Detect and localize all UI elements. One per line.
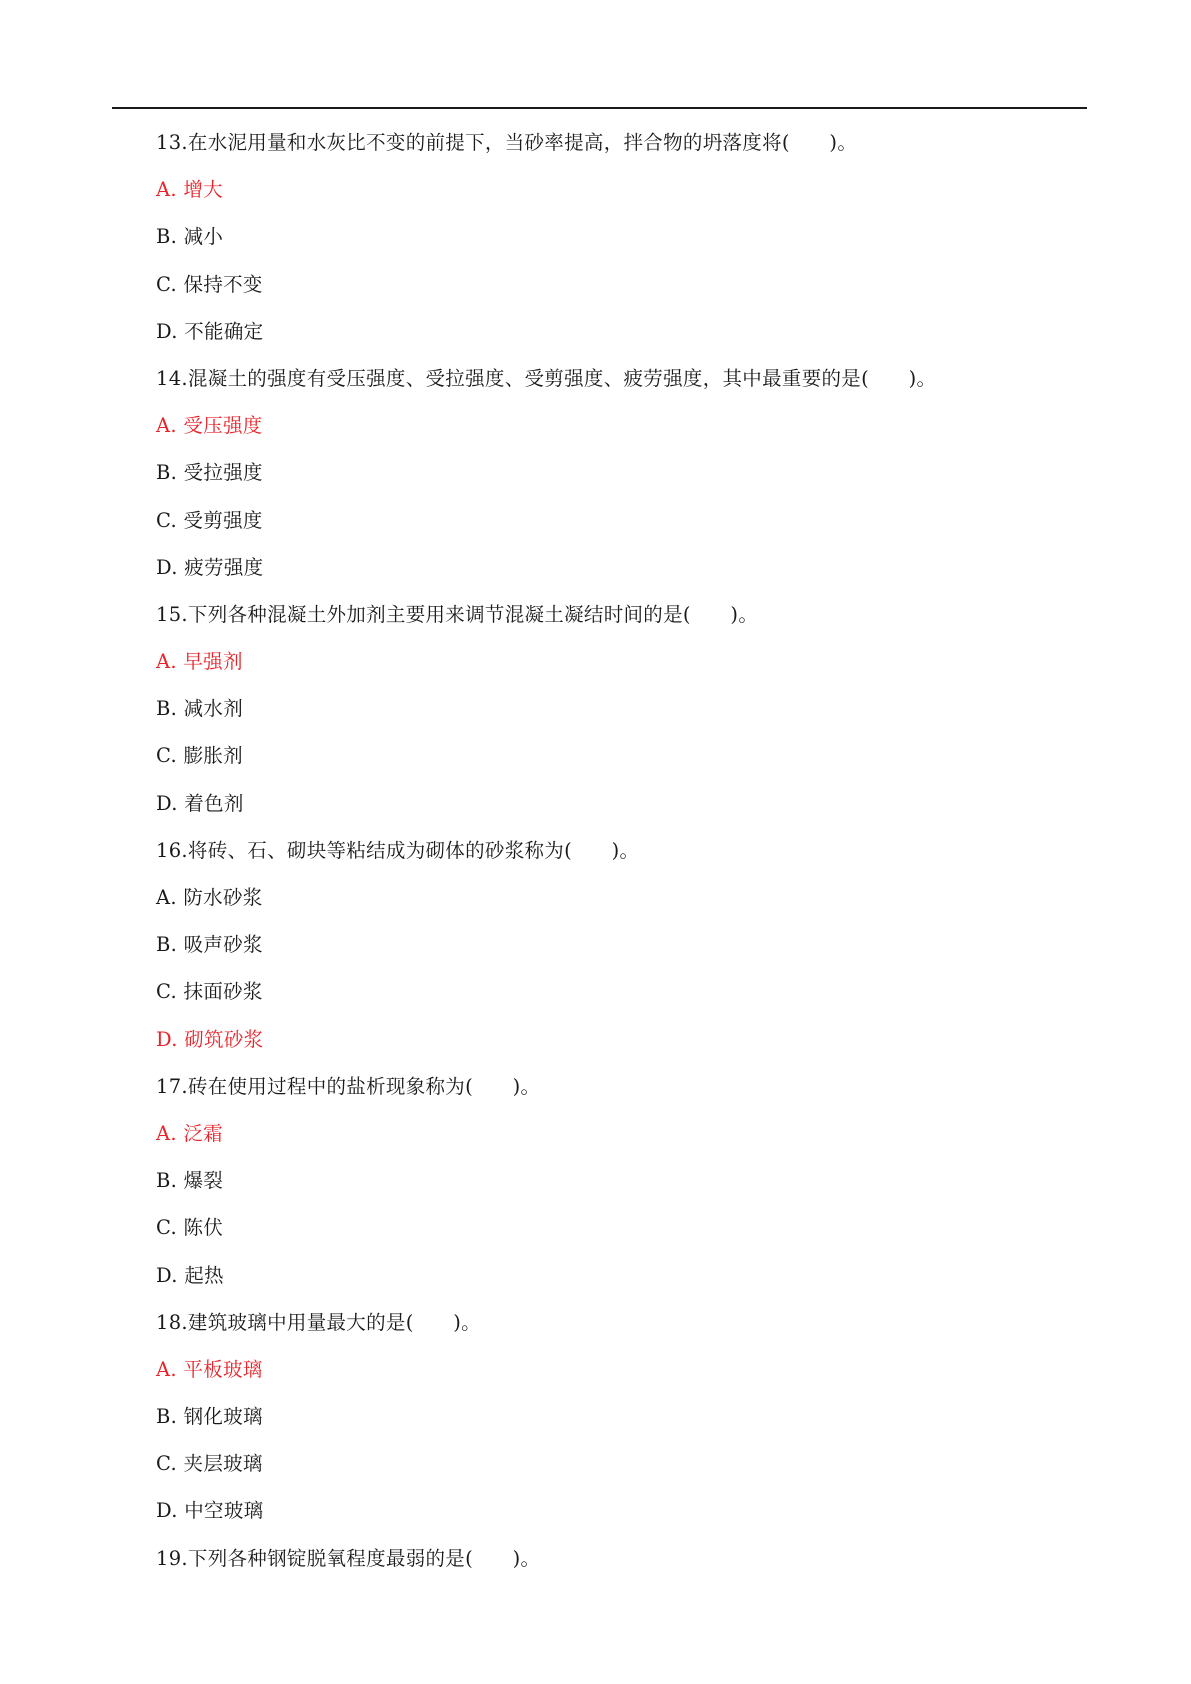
question-stem-14: 14.混凝土的强度有受压强度、受拉强度、受剪强度、疲劳强度，其中最重要的是( )。 — [156, 366, 937, 390]
question-stem-17: 17.砖在使用过程中的盐析现象称为( )。 — [156, 1074, 541, 1098]
answer-option-b: B. 减水剂 — [156, 697, 244, 721]
answer-option-d: D. 起热 — [156, 1263, 224, 1287]
answer-option-a: A. 受压强度 — [156, 414, 263, 438]
question-stem-18: 18.建筑玻璃中用量最大的是( )。 — [156, 1310, 481, 1334]
question-list — [156, 119, 1086, 1582]
answer-option-a: A. 防水砂浆 — [156, 886, 263, 909]
question-stem-16: 16.将砖、石、砌块等粘结成为砌体的砂浆称为( )。 — [156, 838, 640, 862]
answer-option-d: D. 疲劳强度 — [156, 555, 264, 579]
header-rule — [112, 107, 1087, 109]
answer-option-a: A. 早强剂 — [156, 650, 243, 674]
answer-option-b: B. 钢化玻璃 — [156, 1405, 263, 1429]
answer-option-c: C. 保持不变 — [156, 272, 263, 296]
answer-option-b: B. 吸声砂浆 — [156, 933, 263, 957]
answer-option-a: A. 泛霜 — [156, 1121, 223, 1145]
question-stem-13: 13.在水泥用量和水灰比不变的前提下，当砂率提高，拌合物的坍落度将( )。 — [156, 131, 858, 154]
answer-option-c: C. 受剪强度 — [156, 508, 263, 532]
answer-option-c: C. 陈伏 — [156, 1216, 224, 1240]
answer-option-b: B. 爆裂 — [156, 1169, 224, 1193]
answer-option-c: C. 夹层玻璃 — [156, 1452, 263, 1476]
answer-option-a: A. 增大 — [156, 178, 223, 202]
answer-option-b: B. 受拉强度 — [156, 461, 263, 485]
answer-option-b: B. 减小 — [156, 225, 224, 249]
answer-option-a: A. 平板玻璃 — [156, 1357, 263, 1381]
answer-option-d: D. 着色剂 — [156, 791, 244, 815]
answer-option-d: D. 不能确定 — [156, 319, 264, 343]
answer-option-c: C. 膨胀剂 — [156, 744, 243, 768]
answer-option-d: D. 中空玻璃 — [156, 1499, 264, 1523]
question-stem-15: 15.下列各种混凝土外加剂主要用来调节混凝土凝结时间的是( )。 — [156, 602, 759, 626]
answer-option-d: D. 砌筑砂浆 — [156, 1027, 264, 1051]
answer-option-c: C. 抹面砂浆 — [156, 980, 263, 1004]
question-stem-19: 19.下列各种钢锭脱氧程度最弱的是( )。 — [156, 1546, 541, 1570]
